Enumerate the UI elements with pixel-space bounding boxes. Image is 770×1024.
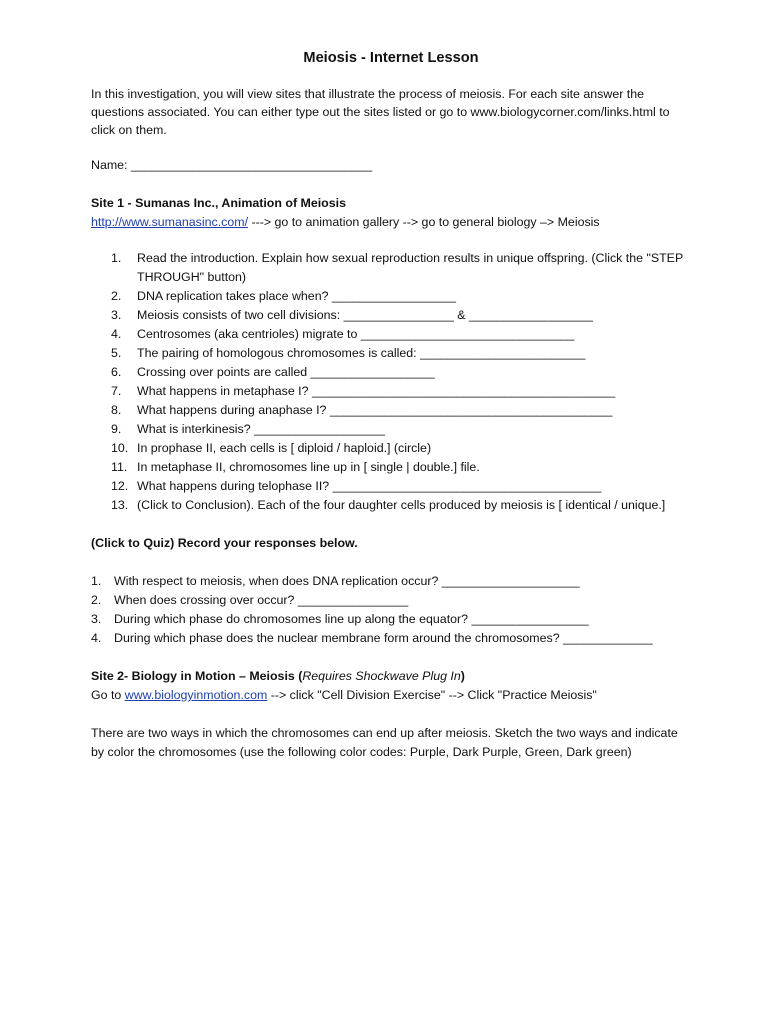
question-number: 1. bbox=[91, 574, 102, 588]
list-item bbox=[91, 325, 691, 344]
question-number: 4. bbox=[111, 327, 122, 341]
question-text: With respect to meiosis, when does DNA replication occur? ____________________ bbox=[114, 574, 580, 588]
site2-heading bbox=[91, 667, 691, 686]
question-text: Meiosis consists of two cell divisions: ________________ & __________________ bbox=[137, 308, 594, 322]
question-number: 7. bbox=[111, 384, 122, 398]
question-number: 8. bbox=[111, 403, 122, 417]
site2-instructions: There are two ways in which the chromosomes can end up after meiosis. Sketch the two ways and indicate by color the chromosomes (use the following color codes: Purple, Dark Purple, Green, Dark green) bbox=[91, 726, 678, 759]
list-item bbox=[91, 344, 691, 363]
question-text: Crossing over points are called __________________ bbox=[137, 365, 435, 379]
question-text: DNA replication takes place when? __________________ bbox=[137, 289, 456, 303]
question-text: The pairing of homologous chromosomes is called: ________________________ bbox=[137, 346, 586, 360]
question-number: 3. bbox=[91, 612, 102, 626]
name-field-line: Name: ___________________________________ bbox=[91, 158, 373, 172]
list-item bbox=[91, 420, 691, 439]
list-item bbox=[91, 458, 691, 477]
site1-directions-text: ---> go to animation gallery --> go to general biology –> Meiosis bbox=[248, 215, 600, 229]
question-number: 2. bbox=[91, 593, 102, 607]
list-item bbox=[91, 306, 691, 325]
list-item bbox=[91, 382, 691, 401]
question-number: 6. bbox=[111, 365, 122, 379]
list-item bbox=[91, 363, 691, 382]
list-item bbox=[91, 287, 691, 306]
question-number: 9. bbox=[111, 422, 122, 436]
page-title: Meiosis - Internet Lesson bbox=[303, 50, 479, 66]
question-text: What happens during anaphase I? _________________________________________ bbox=[137, 403, 613, 417]
site2-go-to: Go to bbox=[91, 688, 125, 702]
question-text: In prophase II, each cells is [ diploid / haploid.] (circle) bbox=[137, 441, 432, 455]
worksheet-page bbox=[91, 48, 691, 762]
site2-heading-text: Site 2- Biology in Motion – Meiosis ( bbox=[91, 669, 303, 683]
question-text: Read the introduction. Explain how sexual reproduction results in unique offspring. (Click the "STEP THROUGH" button) bbox=[137, 251, 683, 284]
question-number: 11. bbox=[111, 460, 128, 474]
question-text: During which phase do chromosomes line up along the equator? _________________ bbox=[114, 612, 589, 626]
question-number: 1. bbox=[111, 251, 122, 265]
site2-link[interactable]: www.biologyinmotion.com bbox=[124, 688, 268, 702]
list-item bbox=[91, 496, 691, 515]
site2-directions bbox=[91, 686, 691, 705]
site2-directions-text: --> click "Cell Division Exercise" --> Click "Practice Meiosis" bbox=[267, 688, 597, 702]
site2-heading-close: ) bbox=[460, 669, 465, 683]
question-number: 12. bbox=[111, 479, 129, 493]
question-text: Centrosomes (aka centrioles) migrate to _______________________________ bbox=[137, 327, 575, 341]
site1-question-list bbox=[91, 249, 691, 515]
quiz-question-list bbox=[91, 572, 691, 648]
list-item bbox=[91, 249, 691, 287]
question-number: 3. bbox=[111, 308, 122, 322]
question-text: In metaphase II, chromosomes line up in [ single | double.] file. bbox=[137, 460, 480, 474]
site2-heading-note: Requires Shockwave Plug In bbox=[302, 669, 461, 683]
site1-heading: Site 1 - Sumanas Inc., Animation of Meiosis bbox=[91, 196, 346, 210]
list-item bbox=[91, 591, 691, 610]
question-text: What happens in metaphase I? ____________________________________________ bbox=[137, 384, 616, 398]
list-item bbox=[91, 477, 691, 496]
question-number: 13. bbox=[111, 498, 129, 512]
intro-paragraph: In this investigation, you will view sites that illustrate the process of meiosis. For each site answer the questions associated. You can either type out the sites listed or go to www.biologycorner.com/links.html to click on them. bbox=[91, 87, 670, 137]
list-item bbox=[91, 439, 691, 458]
question-number: 4. bbox=[91, 631, 102, 645]
quiz-heading: (Click to Quiz) Record your responses below. bbox=[91, 536, 358, 550]
question-text: What is interkinesis? ___________________ bbox=[137, 422, 385, 436]
question-text: During which phase does the nuclear membrane form around the chromosomes? _____________ bbox=[114, 631, 653, 645]
site1-link[interactable]: http://www.sumanasinc.com/ bbox=[91, 215, 249, 229]
site1-directions bbox=[91, 213, 691, 232]
list-item bbox=[91, 572, 691, 591]
list-item bbox=[91, 401, 691, 420]
question-number: 2. bbox=[111, 289, 122, 303]
question-number: 5. bbox=[111, 346, 122, 360]
question-text: What happens during telophase II? _______________________________________ bbox=[137, 479, 602, 493]
list-item bbox=[91, 629, 691, 648]
question-text: (Click to Conclusion). Each of the four daughter cells produced by meiosis is [ identical / unique.] bbox=[137, 498, 666, 512]
question-number: 10. bbox=[111, 441, 129, 455]
site2-section bbox=[91, 667, 691, 762]
question-text: When does crossing over occur? ________________ bbox=[114, 593, 409, 607]
list-item bbox=[91, 610, 691, 629]
